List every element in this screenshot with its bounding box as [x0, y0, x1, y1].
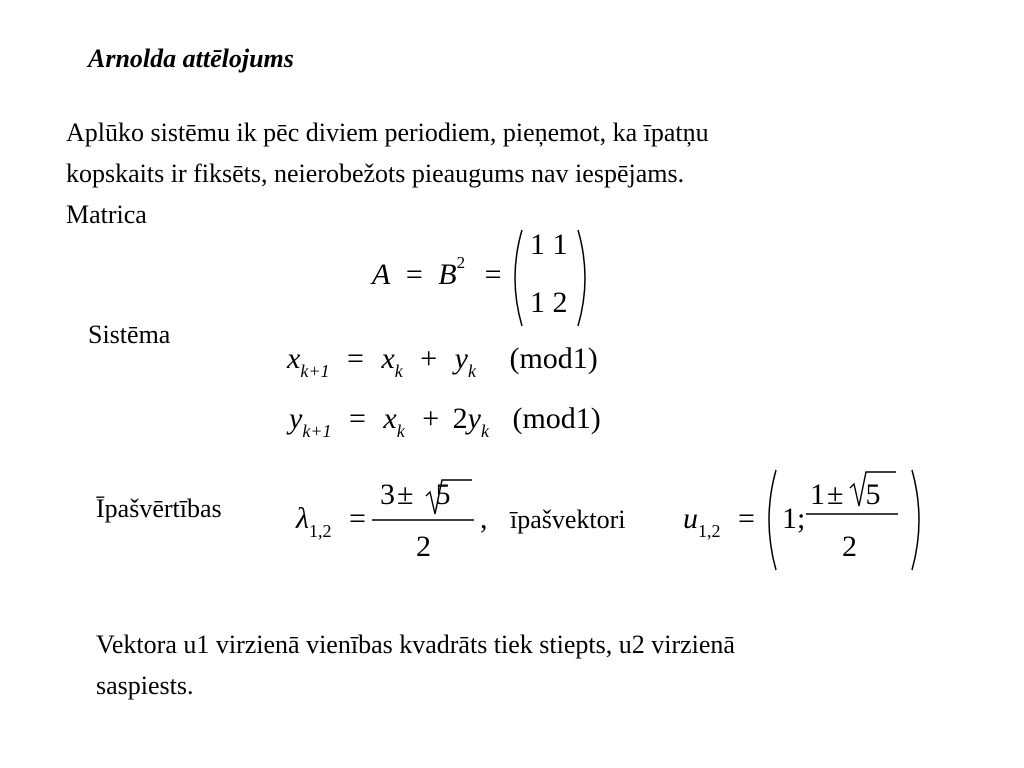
- eigenvector-first-component: 1;: [782, 502, 806, 535]
- intro-paragraph: [66, 112, 709, 235]
- u-subscript: 1,2: [698, 521, 721, 541]
- x-var: x: [381, 342, 395, 375]
- lambda-comma: ,: [480, 502, 488, 535]
- eigenvector-numerator: [810, 478, 880, 512]
- equals-sign: =: [349, 502, 366, 535]
- intro-line-2: kopskaits ir fiksēts, neierobežots pieaugums nav iespējams.: [66, 159, 685, 188]
- conclusion-paragraph: [96, 624, 735, 706]
- equals-sign: =: [346, 342, 364, 375]
- eigenvector-denominator: 2: [842, 530, 857, 563]
- lambda-fraction-lines: [372, 474, 482, 524]
- lambda-subscript: 1,2: [309, 521, 332, 541]
- intro-line-3: Matrica: [66, 200, 147, 229]
- plus-sign: +: [422, 402, 440, 435]
- x-var: x: [287, 342, 301, 375]
- intro-line-1: Aplūko sistēmu ik pēc diviem periodiem, pieņemot, ka īpatņu: [66, 118, 709, 147]
- sub-k: k: [480, 421, 489, 441]
- sub-k: k: [394, 361, 403, 381]
- u-symbol: u: [683, 502, 698, 535]
- sub-k-plus-1: k+1: [300, 361, 330, 381]
- lambda-symbol: λ: [296, 502, 309, 535]
- sub-k: k: [396, 421, 405, 441]
- matrix-A: A: [372, 258, 391, 291]
- system-equation-1: [287, 342, 598, 381]
- matrix-B: B: [438, 258, 457, 291]
- conclusion-line-1: Vektora u1 virzienā vienības kvadrāts tiek stiepts, u2 virzienā: [96, 630, 735, 659]
- matrix-row-1: 1 1: [530, 228, 568, 261]
- system-equation-2: [289, 402, 601, 441]
- x-var: x: [383, 402, 397, 435]
- plus-minus-sign: ±: [397, 478, 414, 511]
- sub-k: k: [467, 361, 476, 381]
- sub-k-plus-1: k+1: [302, 421, 332, 441]
- numerator-one: 1: [810, 478, 825, 511]
- matrix-power: 2: [456, 253, 466, 272]
- mod-label: (mod1): [512, 402, 601, 435]
- lambda-denominator: 2: [416, 530, 431, 563]
- equals-sign: =: [348, 402, 366, 435]
- matrix-equation-lhs: [372, 253, 502, 292]
- matrix-row-2: 1 2: [530, 286, 568, 319]
- y-var: y: [454, 342, 468, 375]
- numerator-three: 3: [380, 478, 395, 511]
- system-label: Sistēma: [88, 320, 171, 349]
- conclusion-line-2: saspiests.: [96, 671, 194, 700]
- equals-sign: =: [738, 502, 755, 535]
- lambda-lhs: [296, 502, 366, 541]
- plus-minus-sign: ±: [827, 478, 844, 511]
- mod-label: (mod1): [509, 342, 598, 375]
- u-lhs: [683, 502, 755, 541]
- y-var: y: [289, 402, 303, 435]
- matrix-equals-1: =: [405, 258, 423, 291]
- y-var: y: [467, 402, 481, 435]
- eigenvectors-label: īpašvektori: [510, 505, 626, 534]
- sqrt-five: 5: [865, 478, 881, 511]
- eigenvalues-label: Īpašvērtības: [96, 494, 222, 523]
- plus-sign: +: [420, 342, 438, 375]
- slide-title: Arnolda attēlojums: [88, 44, 294, 73]
- coefficient-two: 2: [452, 402, 468, 435]
- sqrt-five: 5: [435, 478, 451, 511]
- matrix-equals-2: =: [484, 258, 502, 291]
